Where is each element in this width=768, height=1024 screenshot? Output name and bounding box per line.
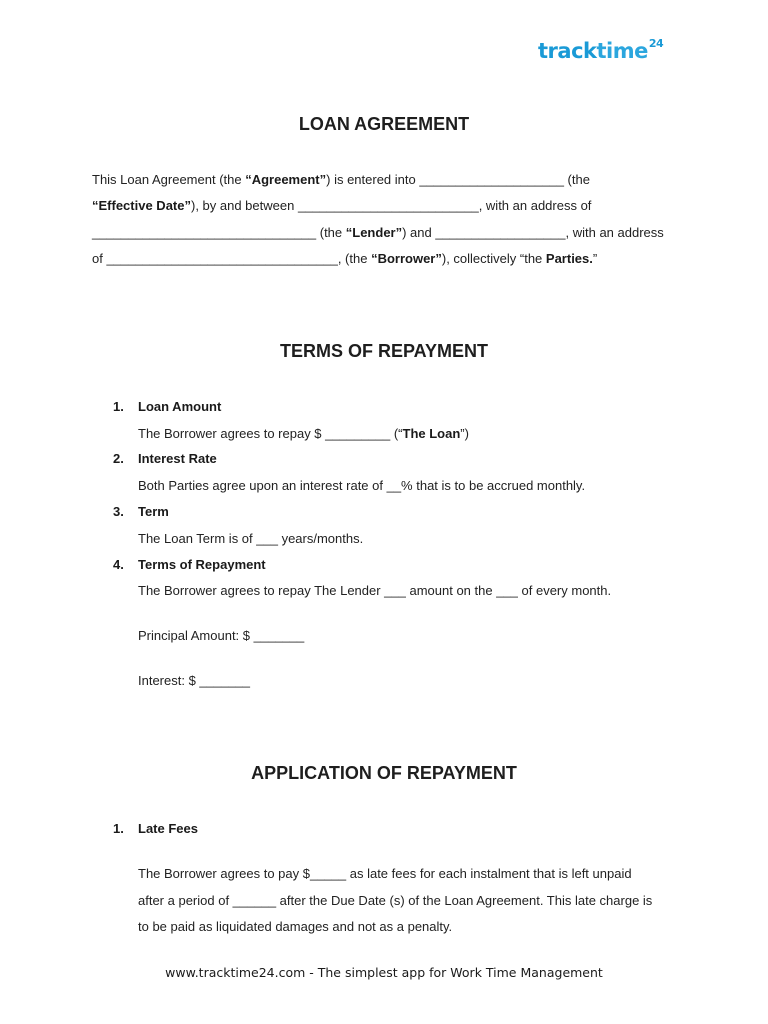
item-number: 1. [113, 399, 124, 414]
intro-line-3: _______________________________ (the “Lender”) and __________________, with an address [92, 225, 664, 240]
item-heading-term: Term [138, 504, 169, 519]
tracktime24-logo: track time 24 [538, 37, 664, 63]
terms-section-title: TERMS OF REPAYMENT [279, 341, 489, 361]
application-section-title: APPLICATION OF REPAYMENT [251, 763, 517, 783]
item-number: 4. [113, 557, 124, 572]
intro-line-2: “Effective Date”), by and between _________________________, with an address of [92, 198, 592, 213]
item-heading-late-fees: Late Fees [138, 821, 198, 836]
item-heading-loan-amount: Loan Amount [138, 399, 222, 414]
item-heading-interest-rate: Interest Rate [138, 451, 217, 466]
item-heading-terms-of-repayment: Terms of Repayment [138, 557, 266, 572]
intro-line-4: of ________________________________, (the “Borrower”), collectively “the Parties.” [92, 251, 598, 266]
interest-amount-text: Interest: $ _______ [138, 673, 251, 688]
item-number: 1. [113, 821, 124, 836]
late-fees-line-1: The Borrower agrees to pay $_____ as late fees for each instalment that is left unpaid [138, 866, 632, 881]
item-number: 2. [113, 451, 124, 466]
principal-amount-text: Principal Amount: $ _______ [138, 628, 305, 643]
document-title: LOAN AGREEMENT [298, 114, 470, 134]
item-number: 3. [113, 504, 124, 519]
intro-line-1: This Loan Agreement (the “Agreement”) is entered into ____________________ (the [92, 172, 590, 187]
terms-of-repayment-text: The Borrower agrees to repay The Lender ___ amount on the ___ of every month. [138, 583, 612, 598]
interest-rate-text: Both Parties agree upon an interest rate of __% that is to be accrued monthly. [138, 478, 586, 493]
term-text: The Loan Term is of ___ years/months. [138, 531, 364, 546]
late-fees-line-2: after a period of ______ after the Due Date (s) of the Loan Agreement. This late charge is [138, 893, 653, 908]
late-fees-line-3: to be paid as liquidated damages and not as a penalty. [138, 919, 453, 934]
loan-amount-text: The Borrower agrees to repay $ _________ (“The Loan”) [138, 426, 469, 441]
page-footer: www.tracktime24.com - The simplest app for Work Time Management [165, 965, 603, 980]
